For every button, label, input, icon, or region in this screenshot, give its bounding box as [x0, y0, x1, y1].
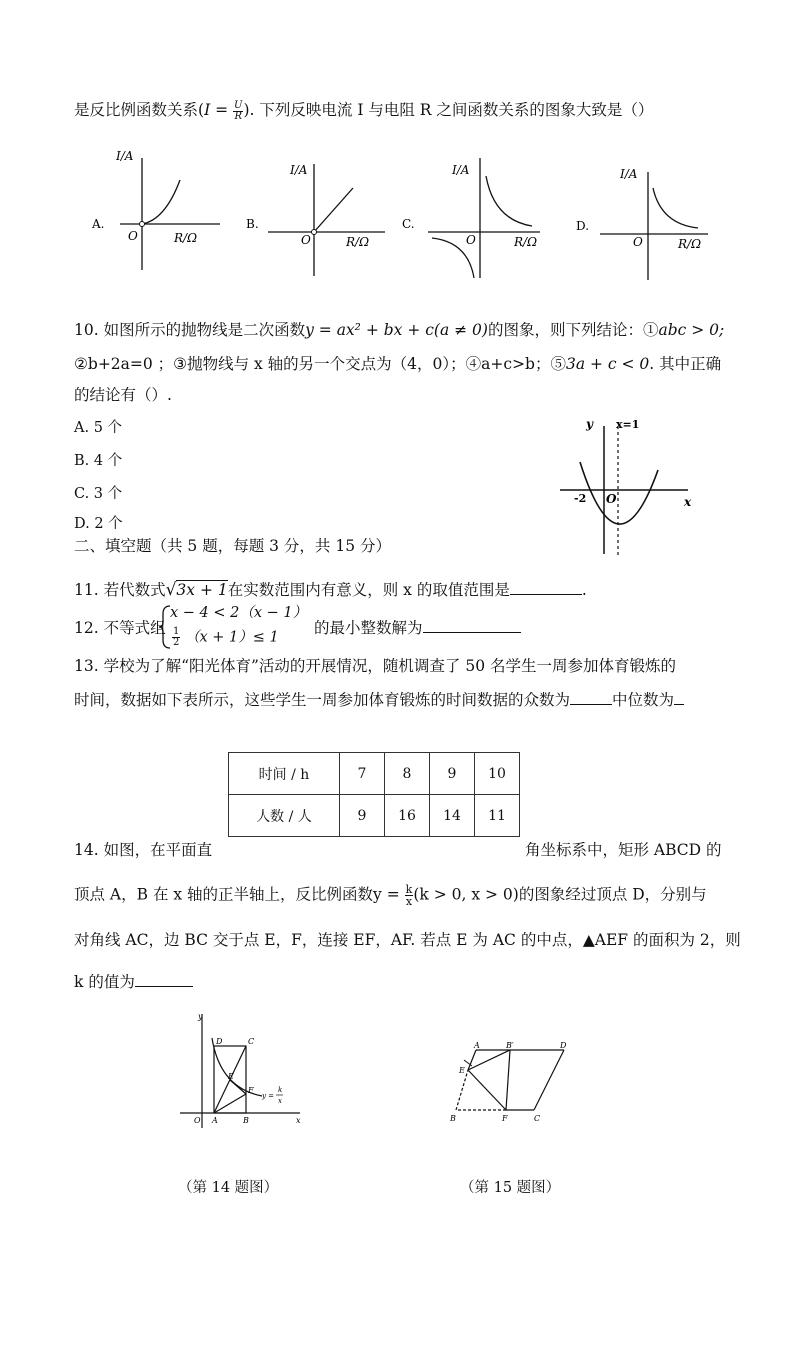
svg-text:E: E — [228, 1072, 234, 1081]
svg-text:x: x — [684, 495, 692, 509]
q13-data-table — [228, 752, 520, 837]
q10-choice-b: B. 4 个 — [74, 453, 123, 469]
svg-text:F: F — [502, 1114, 508, 1123]
svg-text:O: O — [128, 229, 138, 243]
q10-stem-line2: ②b+2a=0 ；③抛物线与 x 轴的另一个交点为（4，0）；④a+c>b；⑤3a + c < 0. 其中正确 — [74, 355, 722, 373]
graph-b — [246, 163, 385, 276]
svg-text:O: O — [466, 233, 476, 247]
table-cell: 14 — [430, 795, 475, 837]
graph-c — [402, 158, 540, 278]
q9-stem: 是反比例函数关系(I = $\frac{U}{R}$ ). 下列反映电流 I 与电阻 R 之间函数关系的图象大致是（） — [74, 99, 654, 122]
svg-text:A.: A. — [92, 217, 105, 231]
svg-text:y =: y = — [262, 1092, 275, 1100]
svg-text:O: O — [606, 492, 617, 506]
q14-stem-line1b: 角坐标系中，矩形 ABCD 的 — [525, 841, 722, 859]
svg-text:C: C — [534, 1114, 541, 1123]
q10-stem-line3: 的结论有（）. — [74, 386, 172, 404]
fig15-parallelogram — [446, 1036, 576, 1126]
svg-text:k: k — [278, 1086, 283, 1094]
table-cell: 11 — [475, 795, 520, 837]
svg-text:E: E — [459, 1066, 465, 1075]
table-cell: 8 — [385, 753, 430, 795]
graph-d — [576, 167, 708, 280]
svg-text:y: y — [198, 1012, 203, 1021]
svg-text:D: D — [560, 1041, 567, 1050]
q9-graphs — [80, 148, 720, 288]
q10-stem-line1: 10. 如图所示的抛物线是二次函数y = ax² + bx + c(a ≠ 0)的图象，则下列结论：①abc > 0; — [74, 321, 725, 339]
svg-text:x=1: x=1 — [616, 418, 640, 431]
svg-text:R/Ω: R/Ω — [514, 235, 538, 249]
q12-stem-suffix: 的最小整数解为 — [314, 618, 521, 638]
svg-text:B: B — [243, 1116, 249, 1125]
svg-text:B.: B. — [246, 217, 259, 231]
svg-text:B′: B′ — [506, 1041, 514, 1050]
svg-text:D: D — [216, 1037, 223, 1046]
table-cell: 9 — [340, 795, 385, 837]
svg-text:I/A: I/A — [620, 167, 638, 181]
q13-stem-line1: 13. 学校为了解“阳光体育”活动的开展情况，随机调查了 50 名学生一周参加体育锻炼的 — [74, 657, 677, 675]
table-header-count: 人数 / 人 — [229, 795, 340, 837]
svg-text:O: O — [301, 233, 311, 247]
q14-stem-line3: 对角线 AC，边 BC 交于点 E，F，连接 EF，AF. 若点 E 为 AC 的中点，▲AEF 的面积为 2，则 — [74, 931, 741, 949]
svg-text:B: B — [450, 1114, 456, 1123]
fig15-caption: （第 15 题图） — [460, 1180, 561, 1196]
fig14-rectangle-hyperbola — [176, 1010, 306, 1135]
table-cell: 10 — [475, 753, 520, 795]
q13-stem-line2: 时间，数据如下表所示，这些学生一周参加体育锻炼的时间数据的众数为 中位数为 — [74, 690, 684, 710]
q13-mode-blank[interactable] — [570, 690, 612, 705]
graph-a — [91, 149, 220, 270]
q13-median-blank[interactable] — [674, 690, 684, 705]
svg-text:x: x — [296, 1116, 301, 1125]
q14-answer-blank[interactable] — [135, 972, 193, 987]
q9-fraction: $\frac{U}{R}$ — [234, 99, 243, 122]
q10-choice-c: C. 3 个 — [74, 486, 123, 502]
svg-text:C.: C. — [402, 217, 415, 231]
q10-parabola-figure — [556, 414, 706, 559]
q10-choice-a: A. 5 个 — [74, 420, 123, 436]
svg-text:O: O — [633, 235, 643, 249]
table-cell: 9 — [430, 753, 475, 795]
svg-text:C: C — [248, 1037, 255, 1046]
svg-text:y: y — [586, 417, 593, 431]
table-header-time: 时间 / h — [229, 753, 340, 795]
svg-text:I/A: I/A — [116, 149, 134, 163]
q10-choice-d: D. 2 个 — [74, 516, 123, 532]
fig14-caption: （第 14 题图） — [178, 1180, 279, 1196]
q14-stem-line1a: 14. 如图，在平面直 — [74, 841, 213, 859]
q12-inequality-1: x − 4 < 2（x − 1） — [170, 605, 308, 621]
table-cell: 7 — [340, 753, 385, 795]
table-cell: 16 — [385, 795, 430, 837]
q14-stem-line2: 顶点 A，B 在 x 轴的正半轴上，反比例函数y = $\frac{k}{x}$ (k > 0, x > 0)的图象经过顶点 D，分别与 — [74, 883, 707, 908]
svg-text:A: A — [474, 1041, 480, 1050]
q14-stem-line4: k 的值为 — [74, 972, 193, 992]
svg-text:I/A: I/A — [452, 163, 470, 177]
section-title: 二、填空题（共 5 题，每题 3 分，共 15 分） — [74, 537, 392, 555]
svg-text:-2: -2 — [574, 492, 587, 505]
svg-text:R/Ω: R/Ω — [678, 237, 702, 251]
table-row — [229, 795, 520, 837]
svg-text:A: A — [212, 1116, 218, 1125]
svg-text:O: O — [194, 1116, 201, 1125]
q12-stem-prefix: 12. 不等式组 — [74, 619, 166, 637]
svg-text:I/A: I/A — [290, 163, 308, 177]
table-row — [229, 753, 520, 795]
svg-text:x: x — [278, 1097, 282, 1105]
q11-answer-blank[interactable] — [510, 580, 582, 595]
svg-text:F: F — [248, 1086, 254, 1095]
q12-answer-blank[interactable] — [423, 618, 521, 633]
q12-inequality-2: $\frac{1}{2}$ （x + 1）≤ 1 — [173, 626, 279, 648]
svg-text:R/Ω: R/Ω — [174, 231, 198, 245]
svg-text:R/Ω: R/Ω — [346, 235, 370, 249]
q11-stem: 11. 若代数式√3x + 1在实数范围内有意义，则 x 的取值范围是 . — [74, 580, 587, 600]
svg-text:D.: D. — [576, 219, 590, 233]
